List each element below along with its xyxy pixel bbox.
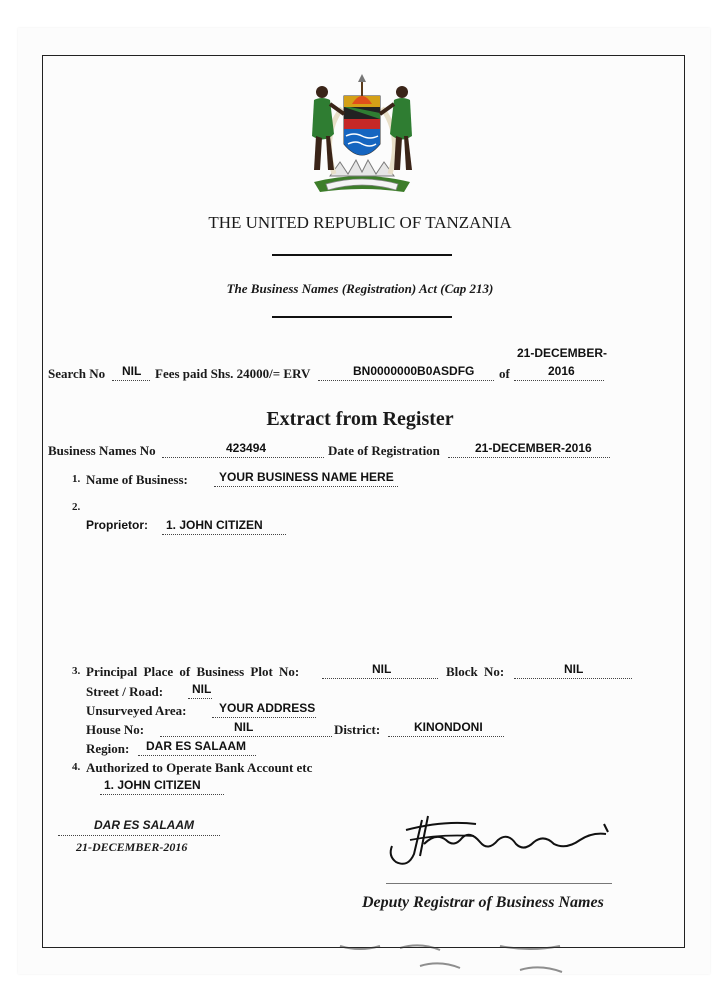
block-no-label: Block No: (446, 664, 505, 679)
district-label: District: (334, 722, 381, 737)
region-label: Region: (86, 741, 130, 756)
issue-date: 21-DECEMBER-2016 (76, 840, 188, 854)
unsurveyed-line (212, 717, 316, 718)
coat-of-arms-icon (300, 74, 424, 196)
registration-date-label: Date of Registration (328, 443, 440, 458)
district-line (388, 736, 504, 737)
bank-account-label: Authorized to Operate Bank Account etc (86, 760, 313, 775)
plot-line (322, 678, 438, 679)
erv-line (318, 380, 494, 381)
block-line (514, 678, 632, 679)
business-name-value: YOUR BUSINESS NAME HERE (219, 470, 394, 484)
issue-place: DAR ES SALAAM (94, 818, 195, 832)
proprietor-line (162, 534, 286, 535)
search-no-value: NIL (122, 364, 142, 378)
signature-line (386, 883, 612, 884)
search-no-label: Search No (48, 366, 106, 381)
region-line (138, 755, 256, 756)
divider-top (272, 254, 452, 256)
plot-no-value: NIL (372, 662, 392, 676)
street-line (188, 698, 212, 699)
business-names-no-label: Business Names No (48, 443, 156, 458)
bank-account-line (100, 794, 224, 795)
search-date-line1: 21-DECEMBER- (517, 346, 608, 360)
business-name-line (214, 486, 398, 487)
document-title: Extract from Register (266, 408, 454, 430)
house-no-label: House No: (86, 722, 145, 737)
bleed-through-text-icon (300, 940, 630, 984)
street-value: NIL (192, 682, 212, 696)
signature-icon (384, 810, 616, 874)
search-date-line (514, 380, 604, 381)
bn-line (162, 457, 324, 458)
country-heading: THE UNITED REPUBLIC OF TANZANIA (208, 213, 512, 232)
divider-bottom (272, 316, 452, 318)
search-date-line2: 2016 (548, 364, 575, 378)
search-no-line (112, 380, 150, 381)
item-4-number: 4. (72, 761, 81, 773)
item-2-number: 2. (72, 501, 81, 513)
registrar-title: Deputy Registrar of Business Names (362, 894, 604, 911)
of-label: of (499, 366, 510, 381)
item-1-number: 1. (72, 473, 81, 485)
fees-label: Fees paid Shs. 24000/= ERV (155, 366, 311, 381)
registration-date-value: 21-DECEMBER-2016 (475, 441, 592, 455)
issue-place-line (58, 835, 220, 836)
reg-date-line (448, 457, 610, 458)
act-heading: The Business Names (Registration) Act (Cap 213) (226, 281, 494, 296)
region-value: DAR ES SALAAM (146, 739, 247, 753)
unsurveyed-label: Unsurveyed Area: (86, 703, 187, 718)
block-no-value: NIL (564, 662, 584, 676)
erv-number: BN0000000B0ASDFG (353, 364, 475, 378)
item-3-number: 3. (72, 665, 81, 677)
bank-account-value: 1. JOHN CITIZEN (104, 778, 201, 792)
house-line (160, 736, 332, 737)
business-name-label: Name of Business: (86, 472, 188, 487)
street-label: Street / Road: (86, 684, 164, 699)
proprietor-label: Proprietor: (86, 518, 149, 532)
ppb-label: Principal Place of Business Plot No: (86, 664, 300, 679)
proprietor-value: 1. JOHN CITIZEN (166, 518, 263, 532)
business-names-no-value: 423494 (226, 441, 267, 455)
district-value: KINONDONI (414, 720, 483, 734)
unsurveyed-value: YOUR ADDRESS (219, 701, 316, 715)
house-no-value: NIL (234, 720, 254, 734)
